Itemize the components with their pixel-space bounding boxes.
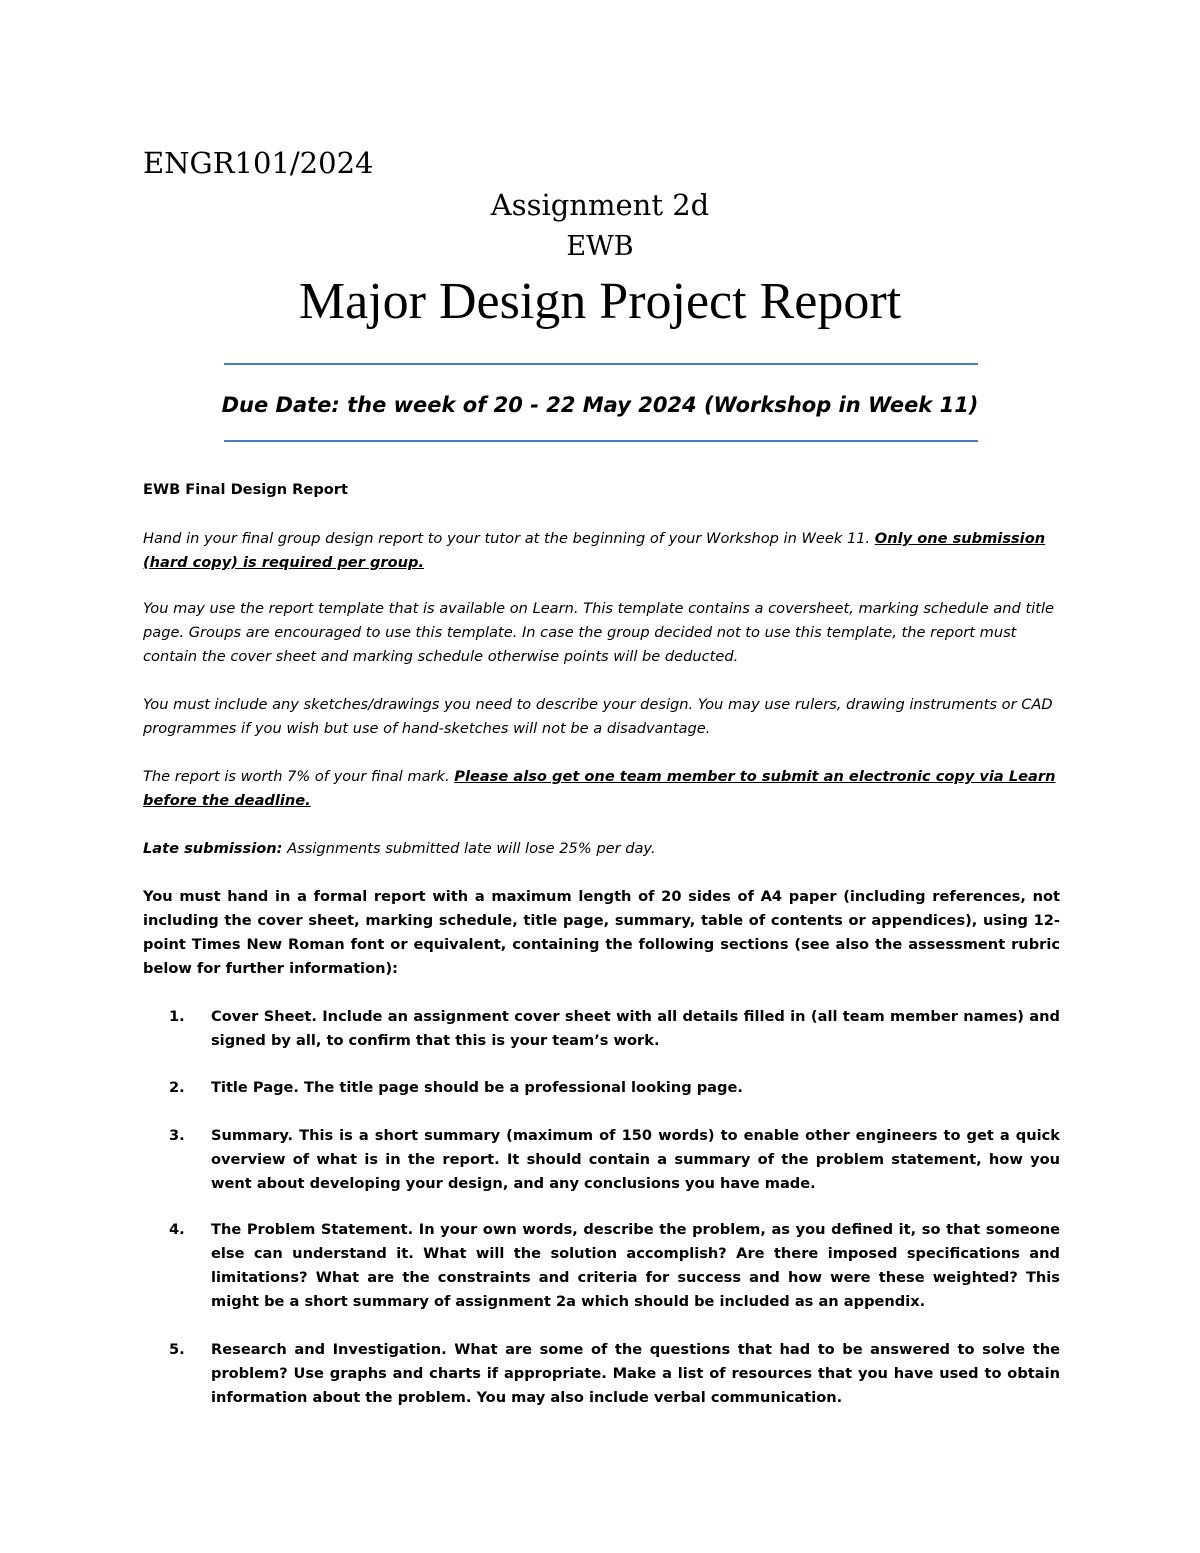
list-item-text: The title page should be a professional looking page.	[298, 1079, 743, 1096]
document-title: Major Design Project Report	[298, 273, 902, 330]
list-item-text: This is a short summary (maximum of 150 words) to enable other engineers to get a quick overview of what is in the report. It should contain a summary of the problem statement, how you went about developing your design, and any conclusions you have made.	[211, 1127, 1060, 1192]
list-number: 4.	[169, 1221, 185, 1238]
worth-emphasis: Please also get one team member to submit an electronic copy via Learn before the deadline.	[143, 768, 1056, 809]
worth-paragraph	[143, 765, 1060, 813]
list-number: 5.	[169, 1341, 185, 1358]
list-item-lead: Title Page.	[211, 1079, 299, 1096]
list-number: 1.	[169, 1008, 185, 1025]
list-item-lead: The Problem Statement.	[211, 1221, 414, 1238]
list-item-lead: Summary.	[211, 1127, 294, 1144]
list-item-text: What are some of the questions that had to be answered to solve the problem? Use graphs and charts if appropriate. Make a list of resources that you have used to obtain information about the problem. You may also include verbal communication.	[211, 1341, 1060, 1406]
late-label: Late submission:	[143, 840, 283, 857]
divider-bottom	[224, 440, 978, 442]
list-item-lead: Research and Investigation.	[211, 1341, 447, 1358]
list-number: 3.	[169, 1127, 185, 1144]
hand-in-emphasis: Only one submission (hard copy) is required per group.	[143, 530, 1046, 571]
sketches-paragraph: You must include any sketches/drawings you need to describe your design. You may use rulers, drawing instruments or CAD programmes if you wish but use of hand-sketches will not be a disadvantage.	[143, 696, 1053, 737]
list-item-text: In your own words, describe the problem, as you defined it, so that someone else can understand it. What will the solution accomplish? Are there imposed specifications and limitations? What are the constraints and criteria for success and how were these weighted? This might be a short summary of assignment 2a which should be included as an appendix.	[211, 1221, 1060, 1310]
hand-in-paragraph	[143, 527, 1060, 575]
late-paragraph	[143, 837, 1060, 861]
course-code: ENGR101/2024	[143, 146, 374, 180]
assignment-label: Assignment 2d	[490, 188, 710, 222]
section-heading: EWB Final Design Report	[143, 481, 348, 498]
hand-in-text: Hand in your final group design report to your tutor at the beginning of your Workshop in Week 11.	[143, 530, 875, 547]
list-item-lead: Cover Sheet.	[211, 1008, 317, 1025]
divider-top	[224, 363, 978, 365]
formal-report-paragraph: You must hand in a formal report with a maximum length of 20 sides of A4 paper (including references, not including the cover sheet, marking schedule, title page, summary, table of contents or appendices), using 12-point Times New Roman font or equivalent, containing the following sections (see also the assessment rubric below for further information):	[143, 888, 1060, 977]
list-item-text: Include an assignment cover sheet with all details filled in (all team member names) and signed by all, to confirm that this is your team’s work.	[211, 1008, 1060, 1049]
template-paragraph: You may use the report template that is available on Learn. This template contains a coversheet, marking schedule and title page. Groups are encouraged to use this template. In case the group decided not to use this template, the report must contain the cover sheet and marking schedule otherwise points will be deducted.	[143, 600, 1054, 665]
worth-text: The report is worth 7% of your final mark.	[143, 768, 455, 785]
late-text: Assignments submitted late will lose 25% per day.	[282, 840, 656, 857]
list-number: 2.	[169, 1079, 185, 1096]
due-date: Due Date: the week of 20 - 22 May 2024 (Workshop in Week 11)	[221, 393, 979, 417]
organization-label: EWB	[566, 231, 634, 262]
